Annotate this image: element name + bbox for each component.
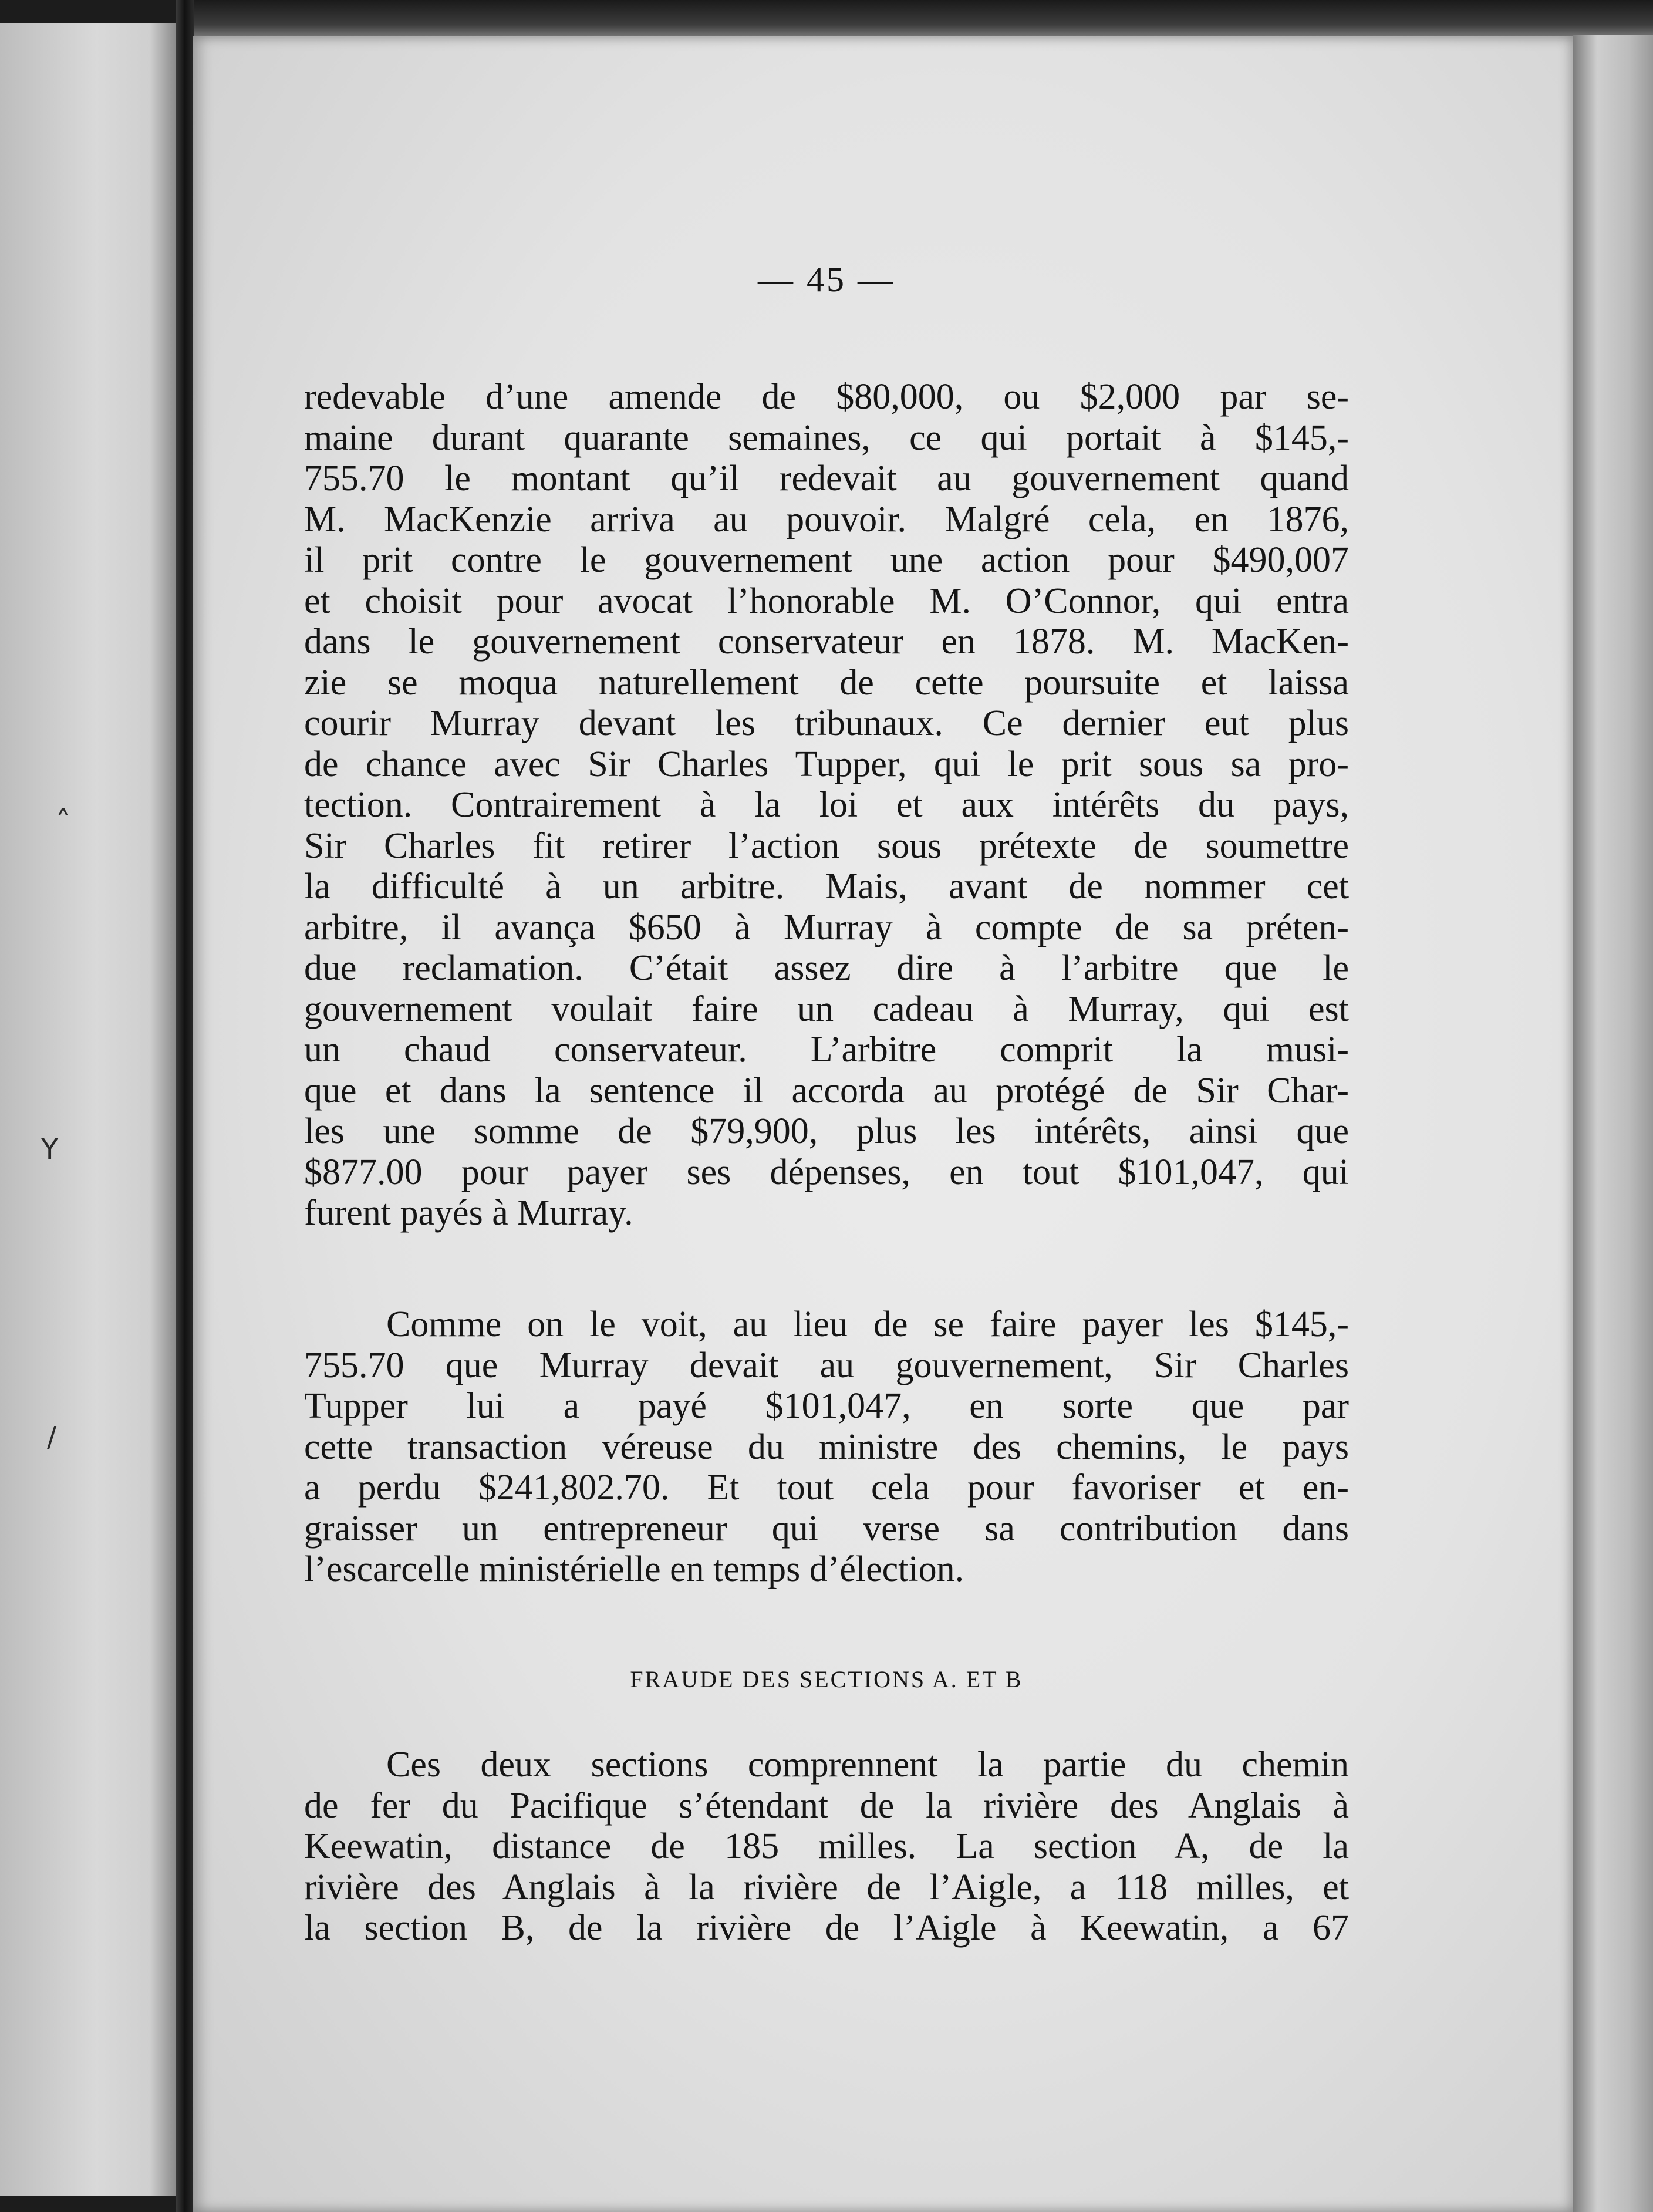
next-leaf-edge xyxy=(1573,35,1653,2212)
text-line: de fer du Pacifique s’étendant de la rivière des Anglais à xyxy=(304,1785,1349,1826)
text-line: a perdu $241,802.70. Et tout cela pour favoriser et en- xyxy=(304,1468,1349,1508)
text-line: Tupper lui a payé $101,047, en sorte que par xyxy=(304,1386,1349,1426)
book-page xyxy=(193,36,1573,2212)
page-number: — 45 — xyxy=(758,260,895,299)
text-line: redevable d’une amende de $80,000, ou $2,000 par se- xyxy=(304,377,1349,417)
text-line: Sir Charles fit retirer l’action sous prétexte de soumettre xyxy=(304,825,1349,866)
text-line: Comme on le voit, au lieu de se faire payer les $145,- xyxy=(386,1304,1349,1344)
text-line: tection. Contrairement à la loi et aux intérêts du pays, xyxy=(304,785,1349,825)
text-line: la section B, de la rivière de l’Aigle à Keewatin, a 67 xyxy=(304,1908,1349,1948)
margin-mark: / xyxy=(47,1421,57,1454)
text-line: les une somme de $79,900, plus les intérêts, ainsi que xyxy=(304,1111,1349,1151)
text-line: un chaud conservateur. L’arbitre comprit la musi- xyxy=(304,1030,1349,1070)
text-line: M. MacKenzie arriva au pouvoir. Malgré cela, en 1876, xyxy=(304,499,1349,539)
text-line: Ces deux sections comprennent la partie du chemin xyxy=(386,1745,1349,1785)
text-line: cette transaction véreuse du ministre des chemins, le pays xyxy=(304,1427,1349,1467)
text-line: de chance avec Sir Charles Tupper, qui le prit sous sa pro- xyxy=(304,744,1349,784)
text-line: que et dans la sentence il accorda au protégé de Sir Char- xyxy=(304,1070,1349,1111)
text-line: l’escarcelle ministérielle en temps d’élection. xyxy=(304,1549,964,1589)
paragraph-3 xyxy=(304,1745,1349,1949)
text-line: courir Murray devant les tribunaux. Ce dernier eut plus xyxy=(304,703,1349,743)
margin-mark: ˄ xyxy=(56,804,70,838)
text-line: due reclamation. C’était assez dire à l’arbitre que le xyxy=(304,948,1349,988)
text-line: rivière des Anglais à la rivière de l’Aigle, a 118 milles, et xyxy=(304,1867,1349,1907)
facing-page-edge xyxy=(0,23,176,2196)
text-line: arbitre, il avança $650 à Murray à compte de sa préten- xyxy=(304,907,1349,947)
text-line: maine durant quarante semaines, ce qui portait à $145,- xyxy=(304,417,1349,458)
section-heading: FRAUDE DES SECTIONS A. ET B xyxy=(630,1666,1023,1692)
text-line: gouvernement voulait faire un cadeau à Murray, qui est xyxy=(304,989,1349,1029)
text-line: 755.70 que Murray devait au gouvernement, Sir Charles xyxy=(304,1345,1349,1385)
text-line: zie se moqua naturellement de cette poursuite et laissa xyxy=(304,662,1349,703)
text-line: dans le gouvernement conservateur en 1878. M. MacKen- xyxy=(304,622,1349,662)
book-gutter xyxy=(176,0,194,2212)
scan-top-border xyxy=(194,0,1653,41)
text-line: il prit contre le gouvernement une action pour $490,007 xyxy=(304,540,1349,580)
margin-mark: Y xyxy=(41,1133,59,1166)
text-line: 755.70 le montant qu’il redevait au gouvernement quand xyxy=(304,458,1349,498)
paragraph-2 xyxy=(304,1304,1349,1590)
text-line: graisser un entrepreneur qui verse sa contribution dans xyxy=(304,1508,1349,1549)
paragraph-1 xyxy=(304,377,1349,1234)
text-line: $877.00 pour payer ses dépenses, en tout $101,047, qui xyxy=(304,1152,1349,1192)
text-line: furent payés à Murray. xyxy=(304,1193,633,1233)
text-line: et choisit pour avocat l’honorable M. O’Connor, qui entra xyxy=(304,581,1349,621)
text-line: Keewatin, distance de 185 milles. La section A, de la xyxy=(304,1826,1349,1866)
text-line: la difficulté à un arbitre. Mais, avant de nommer cet xyxy=(304,866,1349,906)
